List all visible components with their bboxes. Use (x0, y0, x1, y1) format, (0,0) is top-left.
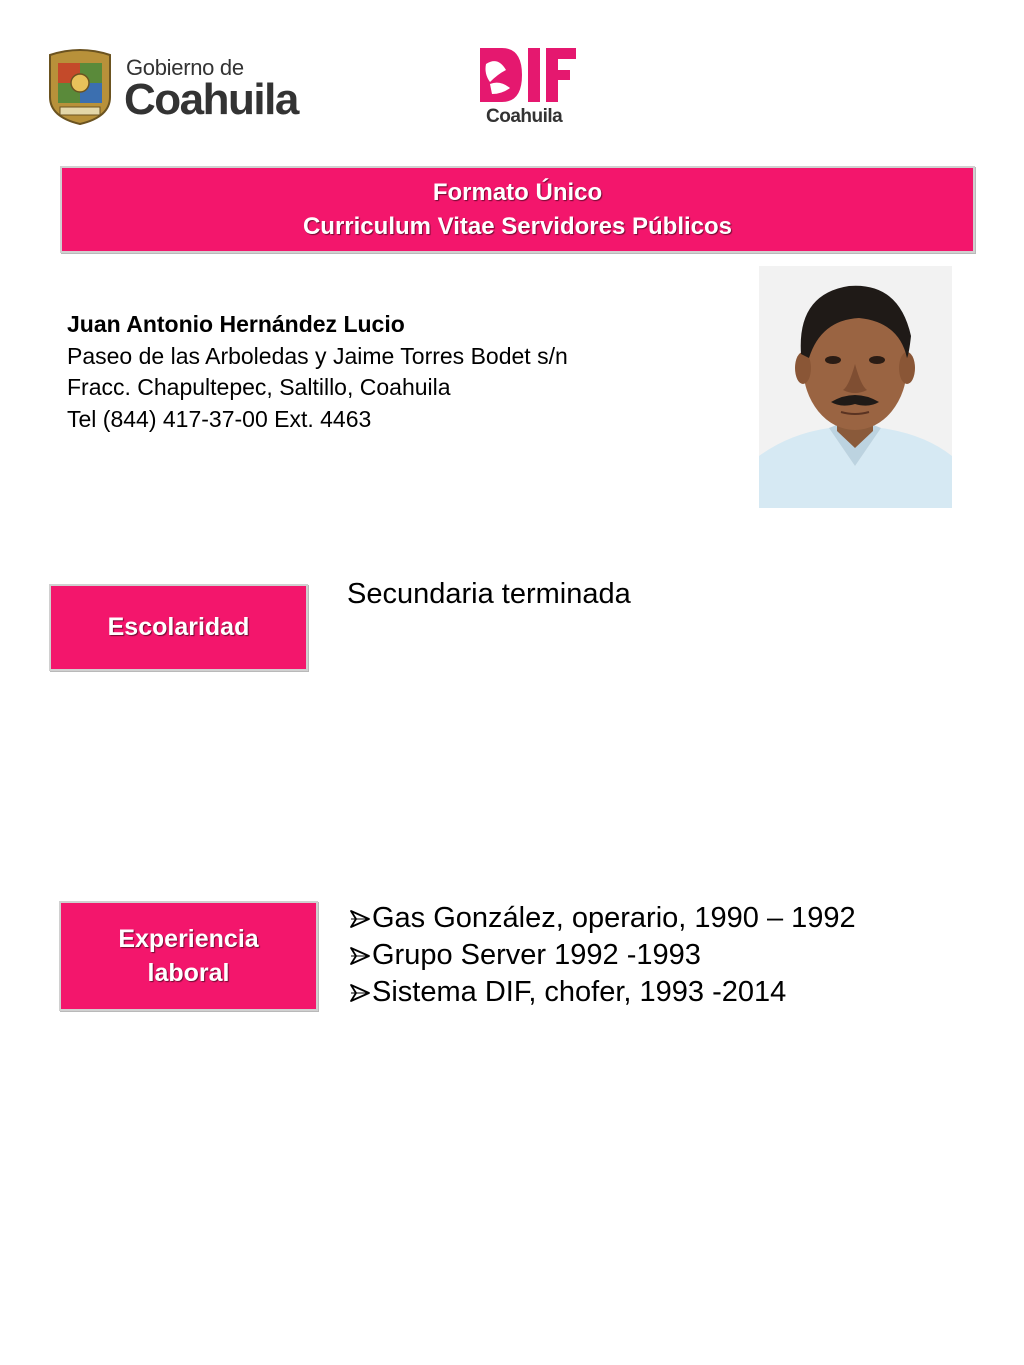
form-subtitle: Curriculum Vitae Servidores Públicos (302, 212, 733, 240)
gobierno-coahuila-logo (44, 47, 304, 127)
education-label-box (49, 584, 308, 671)
person-name: Juan Antonio Hernández Lucio (67, 311, 405, 337)
experience-item-text: Gas González, operario, 1990 – 1992 (372, 902, 856, 934)
list-item (349, 900, 856, 937)
experience-item-text: Grupo Server 1992 -1993 (372, 939, 701, 971)
arrow-bullet-icon (349, 945, 371, 967)
coahuila-coat-of-arms-icon (44, 47, 116, 125)
arrow-bullet-icon (349, 908, 371, 930)
address-line-2: Fracc. Chapultepec, Saltillo, Coahuila (67, 374, 451, 400)
gobierno-de-text: Gobierno de (126, 55, 244, 80)
address-line-1: Paseo de las Arboledas y Jaime Torres Bodet s/n (67, 342, 568, 369)
experience-list (349, 900, 856, 1011)
phone-line: Tel (844) 417-37-00 Ext. 4463 (67, 405, 372, 432)
experience-label-line-1: Experiencia (118, 925, 259, 953)
form-title-banner (60, 166, 975, 253)
coahuila-text: Coahuila (124, 75, 298, 124)
profile-photo (759, 266, 952, 508)
education-label: Escolaridad (107, 613, 250, 641)
arrow-bullet-icon (349, 982, 371, 1004)
dif-coahuila-text: Coahuila (486, 106, 563, 127)
form-title: Formato Único (432, 178, 603, 206)
list-item (349, 974, 856, 1011)
dif-mark-icon (476, 44, 580, 106)
education-value: Secundaria terminada (347, 578, 631, 610)
experience-label-line-2: laboral (147, 959, 230, 987)
list-item (349, 937, 856, 974)
experience-item-text: Sistema DIF, chofer, 1993 -2014 (372, 976, 787, 1008)
contact-block (67, 309, 568, 435)
experience-label-box (59, 901, 318, 1011)
dif-coahuila-logo (476, 44, 586, 130)
